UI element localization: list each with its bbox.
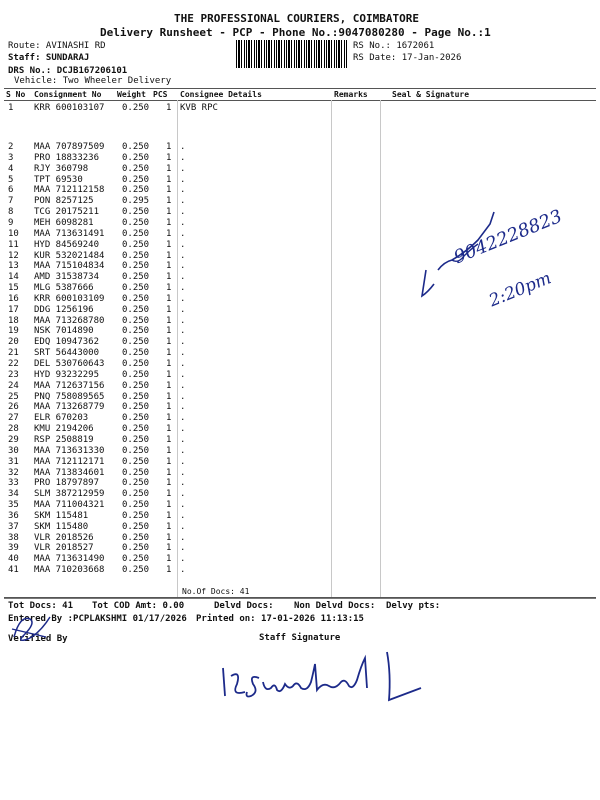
table-row <box>0 457 600 467</box>
row-sno: 15 <box>8 283 19 294</box>
row-pcs: 1 <box>166 103 172 113</box>
row-pcs: 1 <box>166 456 172 467</box>
row-sno: 4 <box>8 163 14 174</box>
row-consignment-no: MAA 711004321 <box>34 500 105 511</box>
table-row <box>0 359 600 369</box>
row-sno: 5 <box>8 174 14 185</box>
row-sno: 12 <box>8 250 19 261</box>
row-sno: 9 <box>8 217 14 228</box>
row-pcs: 1 <box>166 174 172 185</box>
row-consignee-details: . <box>180 348 186 359</box>
table-row <box>0 511 600 521</box>
row-weight: 0.250 <box>122 103 150 113</box>
row-consignee-details: . <box>180 337 186 348</box>
row-consignment-no: ELR 670203 <box>34 413 89 424</box>
row-pcs: 1 <box>166 239 172 250</box>
row-weight: 0.250 <box>122 456 150 467</box>
row-sno: 10 <box>8 228 19 239</box>
row-pcs: 1 <box>166 521 172 532</box>
row-sno: 16 <box>8 293 19 304</box>
route-label: Route: AVINASHI RD <box>8 41 106 51</box>
row-weight: 0.250 <box>122 239 150 250</box>
table-top-rule <box>4 88 596 89</box>
table-row <box>0 446 600 456</box>
row-pcs: 1 <box>166 445 172 456</box>
row-consignment-no: MAA 713631330 <box>34 445 105 456</box>
row-consignee-details: . <box>180 391 186 402</box>
row-consignee-details: . <box>180 500 186 511</box>
table-row <box>0 500 600 510</box>
no-of-docs: No.Of Docs: 41 <box>182 587 250 596</box>
table-row <box>0 435 600 445</box>
table-row <box>0 554 600 564</box>
table-row <box>0 153 600 163</box>
row-pcs: 1 <box>166 185 172 196</box>
row-consignee-details: . <box>180 543 186 554</box>
row-consignment-no: MEH 6098281 <box>34 217 94 228</box>
row-pcs: 1 <box>166 207 172 218</box>
row-consignment-no: KRR 600103109 <box>34 293 105 304</box>
row-consignee-details: . <box>180 424 186 435</box>
row-consignee-details: . <box>180 467 186 478</box>
row-pcs: 1 <box>166 413 172 424</box>
row-pcs: 1 <box>166 543 172 554</box>
row-pcs: 1 <box>166 283 172 294</box>
row-consignment-no: SRT 56443000 <box>34 348 100 359</box>
row-weight: 0.250 <box>122 478 150 489</box>
row-sno: 14 <box>8 272 19 283</box>
row-consignee-details: . <box>180 489 186 500</box>
row-pcs: 1 <box>166 315 172 326</box>
row-weight: 0.250 <box>122 434 150 445</box>
row-consignment-no: MAA 712112158 <box>34 185 105 196</box>
row-pcs: 1 <box>166 532 172 543</box>
staff-signature-label: Staff Signature <box>259 633 341 643</box>
row-consignment-no: MAA 712112171 <box>34 456 105 467</box>
entered-by: Entered By :PCPLAKSHMI 01/17/2026 <box>8 614 187 624</box>
row-consignment-no: KRR 600103107 <box>34 103 105 113</box>
rs-number: RS No.: 1672061 <box>353 41 435 51</box>
row-pcs: 1 <box>166 304 172 315</box>
row-sno: 33 <box>8 478 19 489</box>
row-consignment-no: MAA 707897509 <box>34 142 105 152</box>
row-weight: 0.250 <box>122 402 150 413</box>
row-consignment-no: TPT 69530 <box>34 174 83 185</box>
table-row <box>0 413 600 423</box>
row-weight: 0.250 <box>122 369 150 380</box>
table-row <box>0 381 600 391</box>
non-delivered-docs: Non Delvd Docs: <box>294 601 376 611</box>
row-consignment-no: MAA 712637156 <box>34 380 105 391</box>
table-row <box>0 348 600 358</box>
row-consignee-details: . <box>180 304 186 315</box>
row-sno: 34 <box>8 489 19 500</box>
row-consignee-details: . <box>180 478 186 489</box>
row-weight: 0.250 <box>122 565 150 576</box>
row-consignment-no: MAA 713268779 <box>34 402 105 413</box>
row-consignee-details: . <box>180 369 186 380</box>
row-sno: 27 <box>8 413 19 424</box>
row-consignment-no: SKM 115480 <box>34 521 89 532</box>
row-sno: 2 <box>8 142 14 152</box>
row-consignment-no: PRO 18797897 <box>34 478 100 489</box>
row-weight: 0.250 <box>122 142 150 152</box>
row-consignment-no: PRO 18833236 <box>34 152 100 163</box>
table-row <box>0 164 600 174</box>
row-consignee-details: . <box>180 217 186 228</box>
row-consignment-no: DEL 530760643 <box>34 359 105 369</box>
table-row <box>0 424 600 434</box>
row-sno: 1 <box>8 103 14 113</box>
row-sno: 26 <box>8 402 19 413</box>
row-consignment-no: MAA 713631490 <box>34 554 105 565</box>
row-pcs: 1 <box>166 348 172 359</box>
col-header-weight: Weight <box>117 90 146 99</box>
row-consignment-no: MLG 5387666 <box>34 283 94 294</box>
row-consignment-no: TCG 20175211 <box>34 207 100 218</box>
row-pcs: 1 <box>166 478 172 489</box>
row-pcs: 1 <box>166 380 172 391</box>
row-pcs: 1 <box>166 565 172 576</box>
row-consignment-no: MAA 713268780 <box>34 315 105 326</box>
table-row <box>0 175 600 185</box>
table-row <box>0 522 600 532</box>
row-consignee-details: . <box>180 261 186 272</box>
row-consignee-details: . <box>180 456 186 467</box>
delivered-docs: Delvd Docs: <box>214 601 274 611</box>
table-row <box>0 370 600 380</box>
row-pcs: 1 <box>166 152 172 163</box>
table-row <box>0 533 600 543</box>
row-pcs: 1 <box>166 391 172 402</box>
row-sno: 17 <box>8 304 19 315</box>
row-pcs: 1 <box>166 261 172 272</box>
table-row <box>0 565 600 575</box>
row-weight: 0.250 <box>122 228 150 239</box>
row-weight: 0.295 <box>122 196 150 207</box>
row-consignee-details: . <box>180 521 186 532</box>
row-consignee-details: . <box>180 185 186 196</box>
staff-label: Staff: SUNDARAJ <box>8 53 90 63</box>
row-consignment-no: MAA 713834601 <box>34 467 105 478</box>
row-consignee-details: . <box>180 380 186 391</box>
printed-on: Printed on: 17-01-2026 11:13:15 <box>196 614 364 624</box>
row-consignment-no: SKM 115481 <box>34 510 89 521</box>
vehicle-label: Vehicle: Two Wheeler Delivery <box>14 76 172 86</box>
table-header-rule <box>4 100 596 101</box>
row-sno: 41 <box>8 565 19 576</box>
row-weight: 0.250 <box>122 174 150 185</box>
row-weight: 0.250 <box>122 500 150 511</box>
col-header-pcs: PCS <box>153 90 168 99</box>
row-weight: 0.250 <box>122 543 150 554</box>
row-sno: 11 <box>8 239 19 250</box>
row-consignee-details: . <box>180 434 186 445</box>
row-consignment-no: PON 8257125 <box>34 196 94 207</box>
row-weight: 0.250 <box>122 532 150 543</box>
table-row <box>0 185 600 195</box>
row-pcs: 1 <box>166 500 172 511</box>
row-consignment-no: KUR 532021484 <box>34 250 105 261</box>
row-weight: 0.250 <box>122 152 150 163</box>
row-sno: 6 <box>8 185 14 196</box>
row-consignment-no: NSK 7014890 <box>34 326 94 337</box>
row-sno: 39 <box>8 543 19 554</box>
row-sno: 36 <box>8 510 19 521</box>
row-consignee-details: . <box>180 359 186 369</box>
table-row <box>0 142 600 152</box>
row-weight: 0.250 <box>122 489 150 500</box>
row-consignee-details: . <box>180 554 186 565</box>
row-consignee-details: . <box>180 293 186 304</box>
row-weight: 0.250 <box>122 293 150 304</box>
row-pcs: 1 <box>166 250 172 261</box>
row-consignment-no: KMU 2194206 <box>34 424 94 435</box>
row-consignee-details: . <box>180 532 186 543</box>
total-docs: Tot Docs: 41 <box>8 601 74 611</box>
row-consignee-details: . <box>180 510 186 521</box>
row-pcs: 1 <box>166 424 172 435</box>
row-sno: 37 <box>8 521 19 532</box>
row-consignment-no: HYD 93232295 <box>34 369 100 380</box>
row-sno: 40 <box>8 554 19 565</box>
row-sno: 20 <box>8 337 19 348</box>
row-sno: 13 <box>8 261 19 272</box>
row-pcs: 1 <box>166 163 172 174</box>
handwritten-time: 2:20pm <box>486 268 555 312</box>
col-header-seal-signature: Seal & Signature <box>392 90 470 99</box>
row-pcs: 1 <box>166 217 172 228</box>
row-consignee-details: . <box>180 250 186 261</box>
row-weight: 0.250 <box>122 283 150 294</box>
row-weight: 0.250 <box>122 554 150 565</box>
table-row <box>0 402 600 412</box>
row-consignment-no: HYD 84569240 <box>34 239 100 250</box>
row-consignee-details: KVB RPC <box>180 103 218 113</box>
row-consignee-details: . <box>180 228 186 239</box>
row-pcs: 1 <box>166 402 172 413</box>
row-sno: 18 <box>8 315 19 326</box>
runsheet-subtitle: Delivery Runsheet - PCP - Phone No.:9047080280 - Page No.:1 <box>100 26 491 39</box>
row-weight: 0.250 <box>122 424 150 435</box>
row-consignee-details: . <box>180 174 186 185</box>
row-consignee-details: . <box>180 272 186 283</box>
col-header-consignment: Consignment No <box>34 90 102 99</box>
row-pcs: 1 <box>166 359 172 369</box>
col-header-sno: S No <box>6 90 26 99</box>
row-sno: 7 <box>8 196 14 207</box>
row-consignee-details: . <box>180 326 186 337</box>
col-header-consignee: Consignee Details <box>180 90 262 99</box>
row-pcs: 1 <box>166 272 172 283</box>
table-row <box>0 543 600 553</box>
row-weight: 0.250 <box>122 163 150 174</box>
row-consignment-no: MAA 710203668 <box>34 565 105 576</box>
row-consignee-details: . <box>180 445 186 456</box>
row-pcs: 1 <box>166 434 172 445</box>
rs-date: RS Date: 17-Jan-2026 <box>353 53 462 63</box>
row-consignee-details: . <box>180 283 186 294</box>
row-weight: 0.250 <box>122 185 150 196</box>
row-pcs: 1 <box>166 554 172 565</box>
row-consignment-no: VLR 2018526 <box>34 532 94 543</box>
total-cod-amount: Tot COD Amt: 0.00 <box>92 601 185 611</box>
table-row <box>0 337 600 347</box>
footer-rule <box>4 598 596 599</box>
drs-number: DRS No.: DCJB167206101 <box>8 66 128 76</box>
row-weight: 0.250 <box>122 261 150 272</box>
row-pcs: 1 <box>166 196 172 207</box>
row-consignment-no: RSP 2508819 <box>34 434 94 445</box>
barcode-image <box>236 40 348 68</box>
row-sno: 19 <box>8 326 19 337</box>
row-sno: 23 <box>8 369 19 380</box>
row-sno: 38 <box>8 532 19 543</box>
table-row <box>0 478 600 488</box>
row-weight: 0.250 <box>122 250 150 261</box>
row-weight: 0.250 <box>122 510 150 521</box>
row-pcs: 1 <box>166 337 172 348</box>
row-sno: 8 <box>8 207 14 218</box>
row-sno: 3 <box>8 152 14 163</box>
row-weight: 0.250 <box>122 207 150 218</box>
row-sno: 21 <box>8 348 19 359</box>
row-consignment-no: PNQ 758089565 <box>34 391 105 402</box>
row-consignee-details: . <box>180 402 186 413</box>
row-weight: 0.250 <box>122 413 150 424</box>
row-consignee-details: . <box>180 413 186 424</box>
row-sno: 30 <box>8 445 19 456</box>
table-row <box>0 489 600 499</box>
row-sno: 31 <box>8 456 19 467</box>
row-weight: 0.250 <box>122 521 150 532</box>
row-weight: 0.250 <box>122 337 150 348</box>
row-weight: 0.250 <box>122 326 150 337</box>
row-consignee-details: . <box>180 315 186 326</box>
row-weight: 0.250 <box>122 359 150 369</box>
row-consignment-no: MAA 713631491 <box>34 228 105 239</box>
row-weight: 0.250 <box>122 217 150 228</box>
row-consignment-no: DDG 1256196 <box>34 304 94 315</box>
row-pcs: 1 <box>166 369 172 380</box>
row-weight: 0.250 <box>122 445 150 456</box>
row-sno: 28 <box>8 424 19 435</box>
row-weight: 0.250 <box>122 272 150 283</box>
row-weight: 0.250 <box>122 380 150 391</box>
row-consignment-no: SLM 387212959 <box>34 489 105 500</box>
row-sno: 25 <box>8 391 19 402</box>
table-row <box>0 103 600 113</box>
verified-by-label: Verified By <box>8 634 68 644</box>
row-weight: 0.250 <box>122 391 150 402</box>
row-pcs: 1 <box>166 489 172 500</box>
row-consignment-no: VLR 2018527 <box>34 543 94 554</box>
row-consignee-details: . <box>180 207 186 218</box>
row-pcs: 1 <box>166 293 172 304</box>
row-weight: 0.250 <box>122 348 150 359</box>
row-consignment-no: MAA 715104834 <box>34 261 105 272</box>
handwritten-phone: 9042228823 <box>451 205 566 269</box>
company-title: THE PROFESSIONAL COURIERS, COIMBATORE <box>174 12 420 25</box>
row-sno: 32 <box>8 467 19 478</box>
row-weight: 0.250 <box>122 304 150 315</box>
row-sno: 24 <box>8 380 19 391</box>
row-consignee-details: . <box>180 163 186 174</box>
row-weight: 0.250 <box>122 315 150 326</box>
row-consignment-no: RJY 360798 <box>34 163 89 174</box>
row-sno: 35 <box>8 500 19 511</box>
row-sno: 22 <box>8 359 19 369</box>
row-pcs: 1 <box>166 228 172 239</box>
staff-signature-handwritten <box>215 644 425 714</box>
row-sno: 29 <box>8 434 19 445</box>
table-row <box>0 392 600 402</box>
col-header-remarks: Remarks <box>334 90 368 99</box>
row-consignee-details: . <box>180 196 186 207</box>
row-consignee-details: . <box>180 152 186 163</box>
row-weight: 0.250 <box>122 467 150 478</box>
row-consignment-no: AMD 31538734 <box>34 272 100 283</box>
row-consignee-details: . <box>180 565 186 576</box>
row-consignment-no: EDQ 10947362 <box>34 337 100 348</box>
table-row <box>0 468 600 478</box>
row-pcs: 1 <box>166 510 172 521</box>
row-consignee-details: . <box>180 142 186 152</box>
verifier-signature-scribble <box>6 607 66 647</box>
row-consignee-details: . <box>180 239 186 250</box>
row-pcs: 1 <box>166 142 172 152</box>
delivery-points: Delvy pts: <box>386 601 441 611</box>
row-pcs: 1 <box>166 326 172 337</box>
row-pcs: 1 <box>166 467 172 478</box>
